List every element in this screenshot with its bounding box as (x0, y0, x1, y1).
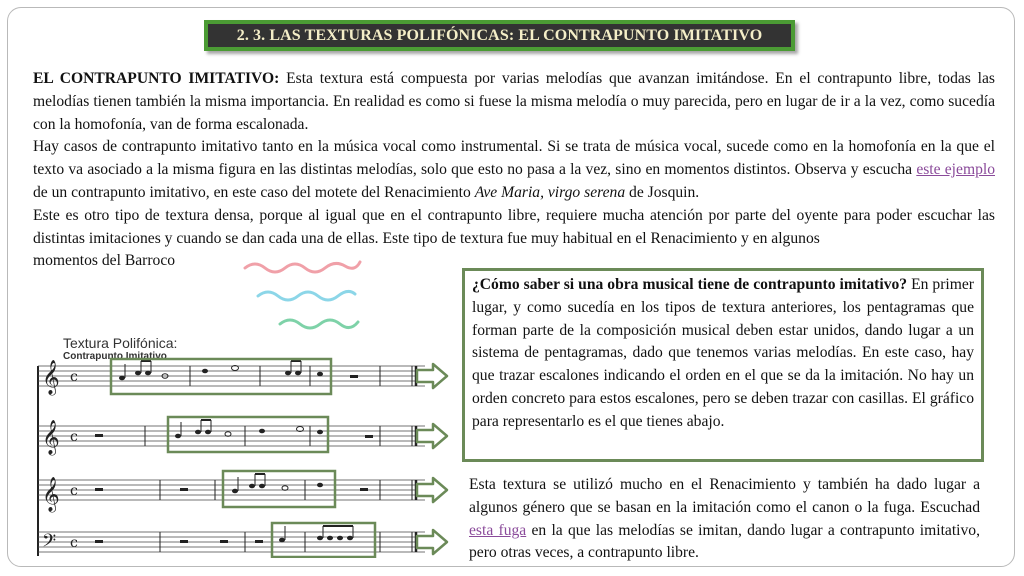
paragraph-2-text-c: de Josquin. (625, 183, 700, 201)
info-box-text: En primer lugar, y como sucedía en los tipos de textura anteriores, los pentagramas que forman parte de la composición musical deben estar unidos, dando lugar a un sistema de pentagramas, dado que tenemos varias melodías. En este caso, hay que trazar escalones indicando el orden en el que se da la imitación. No hay un orden concreto para estos escalones, pero se deben trazar con casillas. El gráfico para representarlo es el que tienes abajo. (472, 276, 974, 430)
staff-4 (38, 523, 425, 557)
paragraph-2-text-a: Hay casos de contrapunto imitativo tanto en la música vocal como instrumental. Si se trata de música vocal, sucede como en la homofonía en la que el texto va asociado a la misma figura en las distintas melodías, solo que esto no pasa a la vez, sino en momentos distintos. Observa y escucha (33, 138, 995, 179)
wave-pink (245, 262, 360, 272)
info-box-question: ¿Cómo saber si una obra musical tiene de contrapunto imitativo? (472, 276, 908, 293)
figure-title: Textura Polifónica: (63, 335, 178, 351)
slide-title: 2. 3. LAS TEXTURAS POLIFÓNICAS: EL CONTRAPUNTO IMITATIVO (236, 26, 763, 44)
svg-text:𝄞: 𝄞 (42, 477, 60, 512)
wave-green (280, 320, 358, 328)
example-link[interactable]: este ejemplo (916, 161, 995, 179)
paragraph-2-text-b: de un contrapunto imitativo, en este caso del motete del Renacimiento (33, 183, 475, 201)
info-box (462, 268, 984, 462)
bottom-paragraph (469, 474, 980, 565)
melody-waves-illustration (240, 256, 370, 336)
paragraph-1-lead: EL CONTRAPUNTO IMITATIVO: (33, 70, 280, 87)
svg-text:c: c (70, 483, 78, 499)
paragraph-3-last-line: momentos del Barroco (33, 252, 176, 270)
paragraph-1 (33, 68, 995, 136)
imitative-counterpoint-score (30, 328, 455, 558)
motet-title: Ave Maria, virgo serena (474, 183, 626, 201)
bottom-text-b: en la que las melodías se imitan, dando lugar a contrapunto imitativo, pero otras veces, a contrapunto libre. (469, 521, 980, 562)
svg-text:𝄞: 𝄞 (42, 360, 60, 395)
bottom-text-a: Esta textura se utilizó mucho en el Renacimiento y también ha dado lugar a algunos género que se basan en la imitación como el canon o la fuga. Escuchad (469, 476, 980, 516)
arrow-3 (417, 478, 447, 502)
imitation-box-1 (111, 359, 331, 394)
arrow-1 (417, 364, 447, 388)
paragraph-3-text: Este es otro tipo de textura densa, porque al igual que en el contrapunto libre, requiere mucha atención por parte del oyente para poder escuchar las distintas imitaciones y cuando se dan cada una de ellas. Este tipo de textura fue muy habitual en el Renacimiento y en algunos (33, 206, 995, 247)
arrow-2 (417, 424, 447, 448)
figure-subtitle: Contrapunto Imitativo (63, 351, 167, 362)
imitation-box-2 (168, 417, 328, 452)
paragraph-1-text: Esta textura está compuesta por varias melodías que avanzan imitándose. En el contrapunto libre, todas las melodías tienen también la misma importancia. En realidad es como si fuese la misma melodía o muy parecida, pero en lugar de ir a la vez, como sucedía con la homofonía, van de forma escalonada. (33, 70, 995, 133)
main-text (33, 68, 995, 273)
wave-blue (258, 291, 355, 300)
arrow-4 (417, 530, 447, 554)
paragraph-3 (33, 205, 995, 251)
svg-text:c: c (70, 535, 78, 551)
staff-1 (38, 359, 425, 396)
paragraph-2 (33, 136, 995, 204)
title-banner (204, 20, 795, 51)
svg-text:𝄢: 𝄢 (42, 531, 57, 556)
staff-3 (38, 471, 425, 513)
svg-text:c: c (70, 369, 78, 385)
staff-2 (38, 417, 425, 456)
svg-text:c: c (70, 429, 78, 445)
svg-text:𝄞: 𝄞 (42, 420, 60, 455)
imitation-box-3 (223, 471, 335, 507)
fugue-link[interactable]: esta fuga (469, 521, 527, 539)
